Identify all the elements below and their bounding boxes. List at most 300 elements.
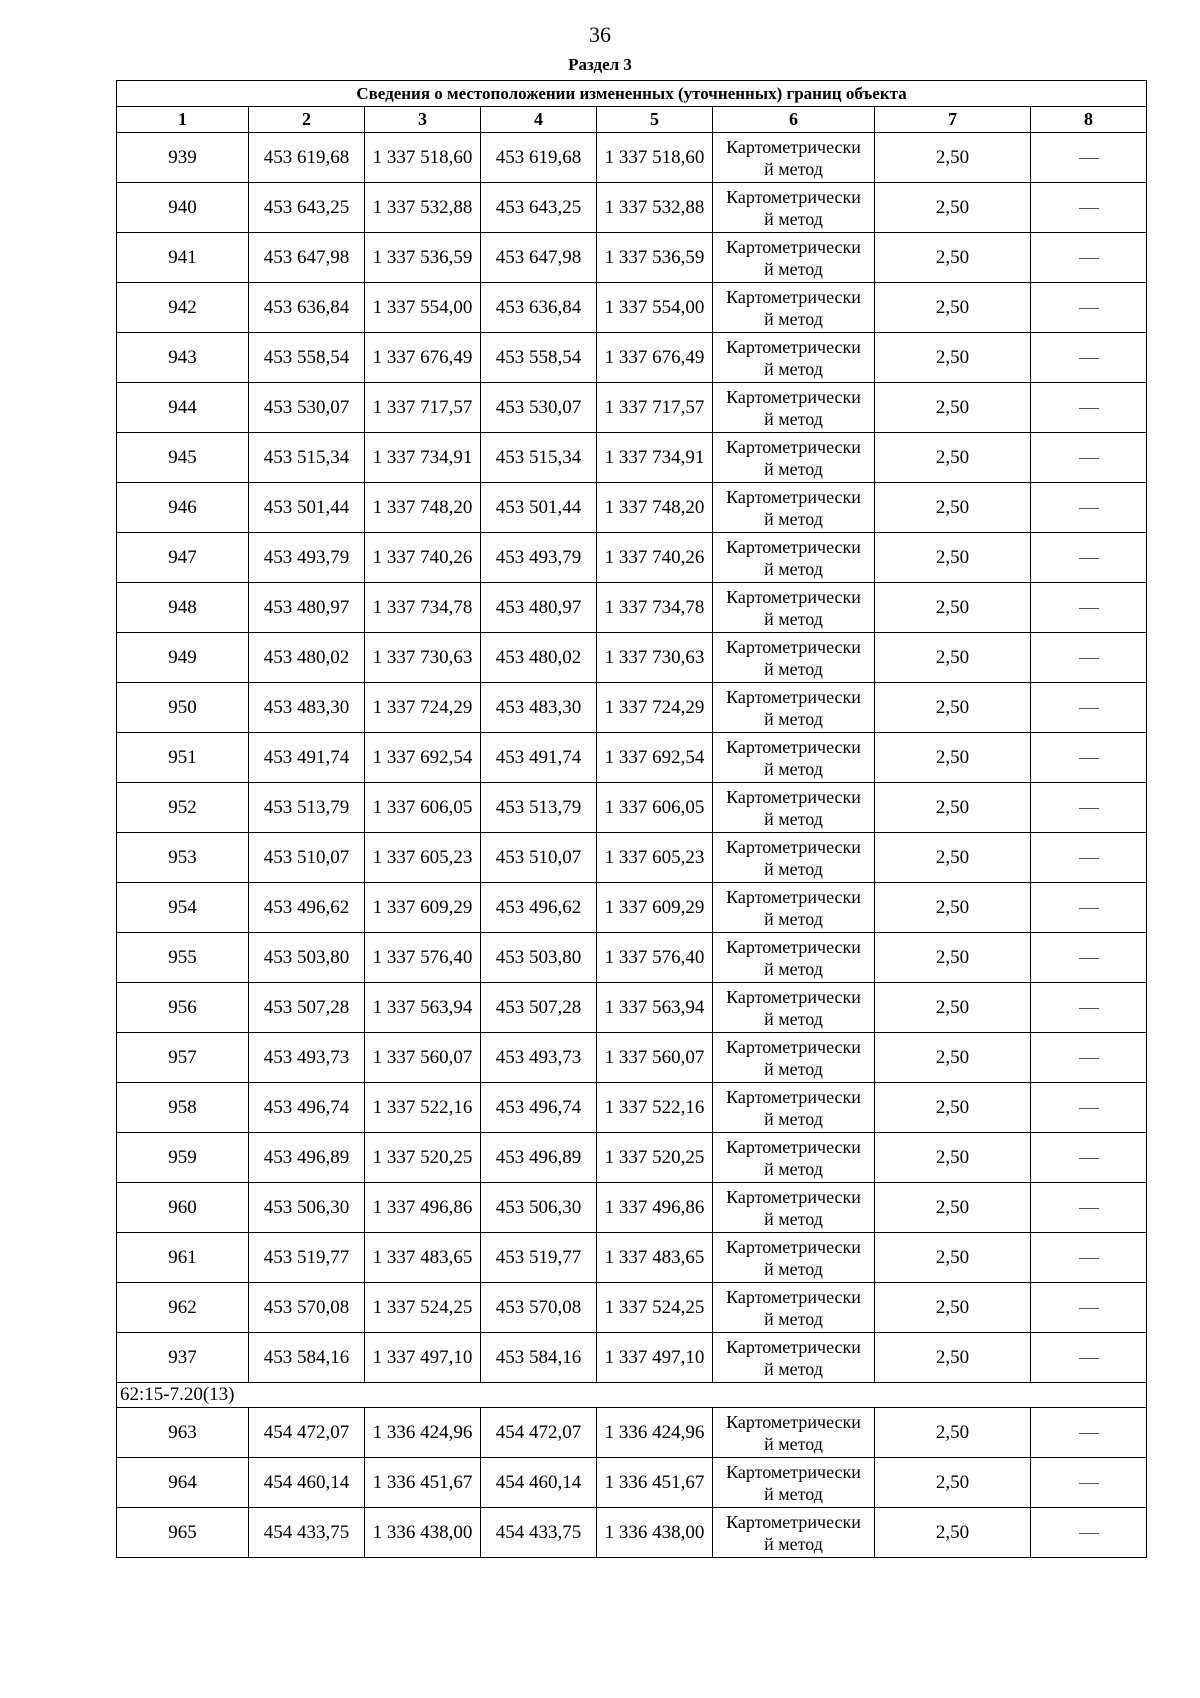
- description-cell: [1031, 1458, 1147, 1508]
- description-cell: [1031, 933, 1147, 983]
- old-y-cell: 1 337 524,25: [365, 1283, 481, 1333]
- point-number-cell: 937: [117, 1333, 249, 1383]
- method-text-line2: й метод: [764, 758, 823, 779]
- table-row: [117, 483, 1147, 533]
- old-y-cell: 1 337 606,05: [365, 783, 481, 833]
- table-row: [117, 383, 1147, 433]
- method-text-line1: Картометрически: [726, 1036, 861, 1057]
- point-number-cell: 965: [117, 1508, 249, 1558]
- new-x-cell: 453 480,97: [481, 583, 597, 633]
- table-row: [117, 983, 1147, 1033]
- method-text-line1: Картометрически: [726, 736, 861, 757]
- method-cell: [713, 383, 875, 433]
- new-y-cell: 1 337 717,57: [597, 383, 713, 433]
- new-y-cell: 1 337 524,25: [597, 1283, 713, 1333]
- precision-cell: 2,50: [875, 1408, 1031, 1458]
- new-y-cell: 1 337 734,91: [597, 433, 713, 483]
- dash-icon: [1079, 408, 1099, 409]
- table-row: [117, 183, 1147, 233]
- precision-cell: 2,50: [875, 933, 1031, 983]
- method-text-line1: Картометрически: [726, 1286, 861, 1307]
- point-number-cell: 958: [117, 1083, 249, 1133]
- new-y-cell: 1 337 560,07: [597, 1033, 713, 1083]
- precision-cell: 2,50: [875, 833, 1031, 883]
- method-text-line1: Картометрически: [726, 1511, 861, 1532]
- method-text-line1: Картометрически: [726, 536, 861, 557]
- new-x-cell: 453 636,84: [481, 283, 597, 333]
- description-cell: [1031, 533, 1147, 583]
- point-number-cell: 945: [117, 433, 249, 483]
- new-y-cell: 1 336 424,96: [597, 1408, 713, 1458]
- old-x-cell: 453 570,08: [249, 1283, 365, 1333]
- method-text-line1: Картометрически: [726, 1136, 861, 1157]
- table-row: [117, 533, 1147, 583]
- section-title: Раздел 3: [568, 55, 632, 74]
- new-y-cell: 1 337 724,29: [597, 683, 713, 733]
- table-row: [117, 1133, 1147, 1183]
- old-x-cell: 453 503,80: [249, 933, 365, 983]
- old-y-cell: 1 337 576,40: [365, 933, 481, 983]
- description-cell: [1031, 1083, 1147, 1133]
- group-label: 62:15-7.20(13): [117, 1383, 1147, 1408]
- old-y-cell: 1 337 740,26: [365, 533, 481, 583]
- old-y-cell: 1 337 483,65: [365, 1233, 481, 1283]
- old-x-cell: 453 491,74: [249, 733, 365, 783]
- method-text-line1: Картометрически: [726, 586, 861, 607]
- table-row: [117, 583, 1147, 633]
- old-y-cell: 1 337 520,25: [365, 1133, 481, 1183]
- point-number-cell: 940: [117, 183, 249, 233]
- method-text-line1: Картометрически: [726, 1086, 861, 1107]
- table-row: [117, 1183, 1147, 1233]
- point-number-cell: 942: [117, 283, 249, 333]
- method-text-line1: Картометрически: [726, 936, 861, 957]
- description-cell: [1031, 283, 1147, 333]
- old-x-cell: 454 433,75: [249, 1508, 365, 1558]
- precision-cell: 2,50: [875, 1183, 1031, 1233]
- new-y-cell: 1 337 748,20: [597, 483, 713, 533]
- description-cell: [1031, 583, 1147, 633]
- description-cell: [1031, 183, 1147, 233]
- dash-icon: [1079, 508, 1099, 509]
- old-y-cell: 1 337 717,57: [365, 383, 481, 433]
- new-x-cell: 453 507,28: [481, 983, 597, 1033]
- old-x-cell: 453 636,84: [249, 283, 365, 333]
- dash-icon: [1079, 358, 1099, 359]
- point-number-cell: 943: [117, 333, 249, 383]
- table-caption-row: [117, 81, 1147, 107]
- method-text-line2: й метод: [764, 308, 823, 329]
- new-y-cell: 1 337 730,63: [597, 633, 713, 683]
- description-cell: [1031, 833, 1147, 883]
- new-x-cell: 453 491,74: [481, 733, 597, 783]
- method-text-line2: й метод: [764, 1158, 823, 1179]
- method-text-line1: Картометрически: [726, 186, 861, 207]
- point-number-cell: 946: [117, 483, 249, 533]
- dash-icon: [1079, 908, 1099, 909]
- point-number-cell: 964: [117, 1458, 249, 1508]
- precision-cell: 2,50: [875, 683, 1031, 733]
- new-x-cell: 453 619,68: [481, 133, 597, 183]
- group-row: [117, 1383, 1147, 1408]
- new-x-cell: 453 643,25: [481, 183, 597, 233]
- new-y-cell: 1 337 609,29: [597, 883, 713, 933]
- table-row: [117, 333, 1147, 383]
- method-cell: [713, 783, 875, 833]
- table-row: [117, 1458, 1147, 1508]
- old-y-cell: 1 337 536,59: [365, 233, 481, 283]
- old-y-cell: 1 337 734,78: [365, 583, 481, 633]
- precision-cell: 2,50: [875, 1083, 1031, 1133]
- point-number-cell: 961: [117, 1233, 249, 1283]
- point-number-cell: 959: [117, 1133, 249, 1183]
- table-row: [117, 1508, 1147, 1558]
- method-cell: [713, 1458, 875, 1508]
- method-text-line2: й метод: [764, 808, 823, 829]
- new-x-cell: 454 460,14: [481, 1458, 597, 1508]
- new-y-cell: 1 337 605,23: [597, 833, 713, 883]
- method-text-line2: й метод: [764, 858, 823, 879]
- point-number-cell: 957: [117, 1033, 249, 1083]
- new-y-cell: 1 337 497,10: [597, 1333, 713, 1383]
- table-row: [117, 683, 1147, 733]
- point-number-cell: 960: [117, 1183, 249, 1233]
- precision-cell: 2,50: [875, 633, 1031, 683]
- old-y-cell: 1 337 730,63: [365, 633, 481, 683]
- method-cell: [713, 983, 875, 1033]
- new-x-cell: 453 503,80: [481, 933, 597, 983]
- method-cell: [713, 183, 875, 233]
- new-y-cell: 1 336 451,67: [597, 1458, 713, 1508]
- method-text-line2: й метод: [764, 358, 823, 379]
- old-y-cell: 1 337 554,00: [365, 283, 481, 333]
- dash-icon: [1079, 1258, 1099, 1259]
- column-header: 7: [875, 107, 1031, 133]
- old-y-cell: 1 337 560,07: [365, 1033, 481, 1083]
- method-text-line2: й метод: [764, 1208, 823, 1229]
- method-text-line2: й метод: [764, 558, 823, 579]
- method-text-line1: Картометрически: [726, 1411, 861, 1432]
- point-number-cell: 947: [117, 533, 249, 583]
- precision-cell: 2,50: [875, 483, 1031, 533]
- new-x-cell: 453 510,07: [481, 833, 597, 883]
- new-x-cell: 453 480,02: [481, 633, 597, 683]
- method-text-line2: й метод: [764, 1358, 823, 1379]
- table-row: [117, 1083, 1147, 1133]
- precision-cell: 2,50: [875, 1233, 1031, 1283]
- method-text-line2: й метод: [764, 608, 823, 629]
- column-header: 1: [117, 107, 249, 133]
- method-text-line1: Картометрически: [726, 886, 861, 907]
- description-cell: [1031, 1283, 1147, 1333]
- column-header: 5: [597, 107, 713, 133]
- point-number-cell: 956: [117, 983, 249, 1033]
- method-cell: [713, 883, 875, 933]
- old-x-cell: 454 472,07: [249, 1408, 365, 1458]
- point-number-cell: 950: [117, 683, 249, 733]
- new-y-cell: 1 337 576,40: [597, 933, 713, 983]
- new-y-cell: 1 337 532,88: [597, 183, 713, 233]
- old-x-cell: 453 496,74: [249, 1083, 365, 1133]
- old-x-cell: 453 501,44: [249, 483, 365, 533]
- method-cell: [713, 583, 875, 633]
- table-row: [117, 1283, 1147, 1333]
- description-cell: [1031, 783, 1147, 833]
- method-text-line2: й метод: [764, 208, 823, 229]
- old-x-cell: 453 507,28: [249, 983, 365, 1033]
- table-row: [117, 733, 1147, 783]
- new-y-cell: 1 337 536,59: [597, 233, 713, 283]
- old-y-cell: 1 336 424,96: [365, 1408, 481, 1458]
- method-text-line2: й метод: [764, 1008, 823, 1029]
- column-header: 8: [1031, 107, 1147, 133]
- new-x-cell: 453 570,08: [481, 1283, 597, 1333]
- column-header: 3: [365, 107, 481, 133]
- precision-cell: 2,50: [875, 433, 1031, 483]
- old-y-cell: 1 337 724,29: [365, 683, 481, 733]
- description-cell: [1031, 133, 1147, 183]
- dash-icon: [1079, 208, 1099, 209]
- description-cell: [1031, 1233, 1147, 1283]
- new-x-cell: 453 584,16: [481, 1333, 597, 1383]
- method-cell: [713, 1033, 875, 1083]
- column-header: 6: [713, 107, 875, 133]
- method-text-line1: Картометрически: [726, 986, 861, 1007]
- old-y-cell: 1 337 532,88: [365, 183, 481, 233]
- description-cell: [1031, 733, 1147, 783]
- description-cell: [1031, 983, 1147, 1033]
- point-number-cell: 941: [117, 233, 249, 283]
- old-x-cell: 453 647,98: [249, 233, 365, 283]
- new-y-cell: 1 337 496,86: [597, 1183, 713, 1233]
- dash-icon: [1079, 308, 1099, 309]
- table-row: [117, 433, 1147, 483]
- old-y-cell: 1 337 609,29: [365, 883, 481, 933]
- precision-cell: 2,50: [875, 1508, 1031, 1558]
- method-cell: [713, 1283, 875, 1333]
- dash-icon: [1079, 608, 1099, 609]
- point-number-cell: 944: [117, 383, 249, 433]
- precision-cell: 2,50: [875, 283, 1031, 333]
- old-x-cell: 454 460,14: [249, 1458, 365, 1508]
- new-y-cell: 1 337 554,00: [597, 283, 713, 333]
- new-y-cell: 1 337 606,05: [597, 783, 713, 833]
- old-y-cell: 1 337 748,20: [365, 483, 481, 533]
- precision-cell: 2,50: [875, 533, 1031, 583]
- new-x-cell: 453 483,30: [481, 683, 597, 733]
- method-cell: [713, 533, 875, 583]
- new-x-cell: 453 515,34: [481, 433, 597, 483]
- dash-icon: [1079, 658, 1099, 659]
- old-x-cell: 453 510,07: [249, 833, 365, 883]
- point-number-cell: 962: [117, 1283, 249, 1333]
- method-text-line2: й метод: [764, 1058, 823, 1079]
- description-cell: [1031, 683, 1147, 733]
- new-x-cell: 453 513,79: [481, 783, 597, 833]
- description-cell: [1031, 1508, 1147, 1558]
- old-y-cell: 1 337 605,23: [365, 833, 481, 883]
- dash-icon: [1079, 808, 1099, 809]
- description-cell: [1031, 483, 1147, 533]
- table-row: [117, 233, 1147, 283]
- new-y-cell: 1 337 518,60: [597, 133, 713, 183]
- new-x-cell: 453 647,98: [481, 233, 597, 283]
- method-cell: [713, 1508, 875, 1558]
- method-cell: [713, 133, 875, 183]
- dash-icon: [1079, 1208, 1099, 1209]
- precision-cell: 2,50: [875, 333, 1031, 383]
- description-cell: [1031, 233, 1147, 283]
- method-text-line1: Картометрически: [726, 1236, 861, 1257]
- column-header: 4: [481, 107, 597, 133]
- description-cell: [1031, 633, 1147, 683]
- boundary-table: [116, 80, 1147, 1558]
- old-x-cell: 453 496,62: [249, 883, 365, 933]
- method-cell: [713, 1183, 875, 1233]
- old-x-cell: 453 493,73: [249, 1033, 365, 1083]
- precision-cell: 2,50: [875, 1133, 1031, 1183]
- precision-cell: 2,50: [875, 783, 1031, 833]
- method-text-line1: Картометрически: [726, 836, 861, 857]
- precision-cell: 2,50: [875, 133, 1031, 183]
- new-y-cell: 1 337 522,16: [597, 1083, 713, 1133]
- old-x-cell: 453 619,68: [249, 133, 365, 183]
- dash-icon: [1079, 1108, 1099, 1109]
- old-y-cell: 1 337 496,86: [365, 1183, 481, 1233]
- method-text-line1: Картометрически: [726, 1336, 861, 1357]
- new-y-cell: 1 337 676,49: [597, 333, 713, 383]
- new-x-cell: 453 493,79: [481, 533, 597, 583]
- method-cell: [713, 833, 875, 883]
- description-cell: [1031, 1333, 1147, 1383]
- table-caption: Сведения о местоположении измененных (уточненных) границ объекта: [117, 81, 1147, 107]
- new-y-cell: 1 337 692,54: [597, 733, 713, 783]
- description-cell: [1031, 1033, 1147, 1083]
- old-y-cell: 1 336 438,00: [365, 1508, 481, 1558]
- method-cell: [713, 1333, 875, 1383]
- dash-icon: [1079, 1483, 1099, 1484]
- method-text-line1: Картометрически: [726, 136, 861, 157]
- point-number-cell: 949: [117, 633, 249, 683]
- new-x-cell: 453 496,62: [481, 883, 597, 933]
- method-text-line1: Картометрически: [726, 286, 861, 307]
- dash-icon: [1079, 458, 1099, 459]
- page-number: 36: [589, 22, 611, 47]
- method-text-line1: Картометрически: [726, 236, 861, 257]
- new-y-cell: 1 337 734,78: [597, 583, 713, 633]
- old-y-cell: 1 337 563,94: [365, 983, 481, 1033]
- old-x-cell: 453 496,89: [249, 1133, 365, 1183]
- method-text-line2: й метод: [764, 1433, 823, 1454]
- point-number-cell: 954: [117, 883, 249, 933]
- new-x-cell: 453 496,74: [481, 1083, 597, 1133]
- dash-icon: [1079, 1058, 1099, 1059]
- method-text-line1: Картометрически: [726, 336, 861, 357]
- dash-icon: [1079, 158, 1099, 159]
- new-x-cell: 453 501,44: [481, 483, 597, 533]
- new-y-cell: 1 337 563,94: [597, 983, 713, 1033]
- column-header: 2: [249, 107, 365, 133]
- method-text-line2: й метод: [764, 458, 823, 479]
- point-number-cell: 948: [117, 583, 249, 633]
- old-x-cell: 453 558,54: [249, 333, 365, 383]
- new-x-cell: 453 496,89: [481, 1133, 597, 1183]
- dash-icon: [1079, 1158, 1099, 1159]
- point-number-cell: 953: [117, 833, 249, 883]
- method-text-line1: Картометрически: [726, 386, 861, 407]
- method-text-line2: й метод: [764, 658, 823, 679]
- table-row: [117, 933, 1147, 983]
- method-cell: [713, 633, 875, 683]
- new-x-cell: 453 519,77: [481, 1233, 597, 1283]
- method-text-line2: й метод: [764, 908, 823, 929]
- precision-cell: 2,50: [875, 1283, 1031, 1333]
- method-cell: [713, 483, 875, 533]
- method-text-line1: Картометрически: [726, 686, 861, 707]
- method-cell: [713, 233, 875, 283]
- dash-icon: [1079, 558, 1099, 559]
- method-text-line1: Картометрически: [726, 486, 861, 507]
- old-x-cell: 453 513,79: [249, 783, 365, 833]
- precision-cell: 2,50: [875, 733, 1031, 783]
- table-row: [117, 1233, 1147, 1283]
- old-y-cell: 1 337 734,91: [365, 433, 481, 483]
- description-cell: [1031, 383, 1147, 433]
- precision-cell: 2,50: [875, 383, 1031, 433]
- description-cell: [1031, 1183, 1147, 1233]
- dash-icon: [1079, 758, 1099, 759]
- new-x-cell: 453 558,54: [481, 333, 597, 383]
- method-text-line2: й метод: [764, 708, 823, 729]
- point-number-cell: 955: [117, 933, 249, 983]
- description-cell: [1031, 1408, 1147, 1458]
- old-x-cell: 453 506,30: [249, 1183, 365, 1233]
- old-y-cell: 1 336 451,67: [365, 1458, 481, 1508]
- new-x-cell: 453 530,07: [481, 383, 597, 433]
- new-y-cell: 1 337 740,26: [597, 533, 713, 583]
- method-text-line2: й метод: [764, 508, 823, 529]
- dash-icon: [1079, 1533, 1099, 1534]
- column-number-row: [117, 107, 1147, 133]
- dash-icon: [1079, 1008, 1099, 1009]
- old-x-cell: 453 515,34: [249, 433, 365, 483]
- new-y-cell: 1 337 520,25: [597, 1133, 713, 1183]
- method-cell: [713, 333, 875, 383]
- table-row: [117, 133, 1147, 183]
- method-cell: [713, 433, 875, 483]
- table-row: [117, 633, 1147, 683]
- method-text-line2: й метод: [764, 1108, 823, 1129]
- method-text-line1: Картометрически: [726, 436, 861, 457]
- old-x-cell: 453 483,30: [249, 683, 365, 733]
- precision-cell: 2,50: [875, 1458, 1031, 1508]
- table-row: [117, 283, 1147, 333]
- old-x-cell: 453 584,16: [249, 1333, 365, 1383]
- method-cell: [713, 733, 875, 783]
- method-cell: [713, 1408, 875, 1458]
- point-number-cell: 963: [117, 1408, 249, 1458]
- table-row: [117, 1033, 1147, 1083]
- description-cell: [1031, 433, 1147, 483]
- method-text-line2: й метод: [764, 258, 823, 279]
- method-text-line2: й метод: [764, 408, 823, 429]
- description-cell: [1031, 333, 1147, 383]
- point-number-cell: 951: [117, 733, 249, 783]
- precision-cell: 2,50: [875, 183, 1031, 233]
- dash-icon: [1079, 708, 1099, 709]
- dash-icon: [1079, 858, 1099, 859]
- method-cell: [713, 933, 875, 983]
